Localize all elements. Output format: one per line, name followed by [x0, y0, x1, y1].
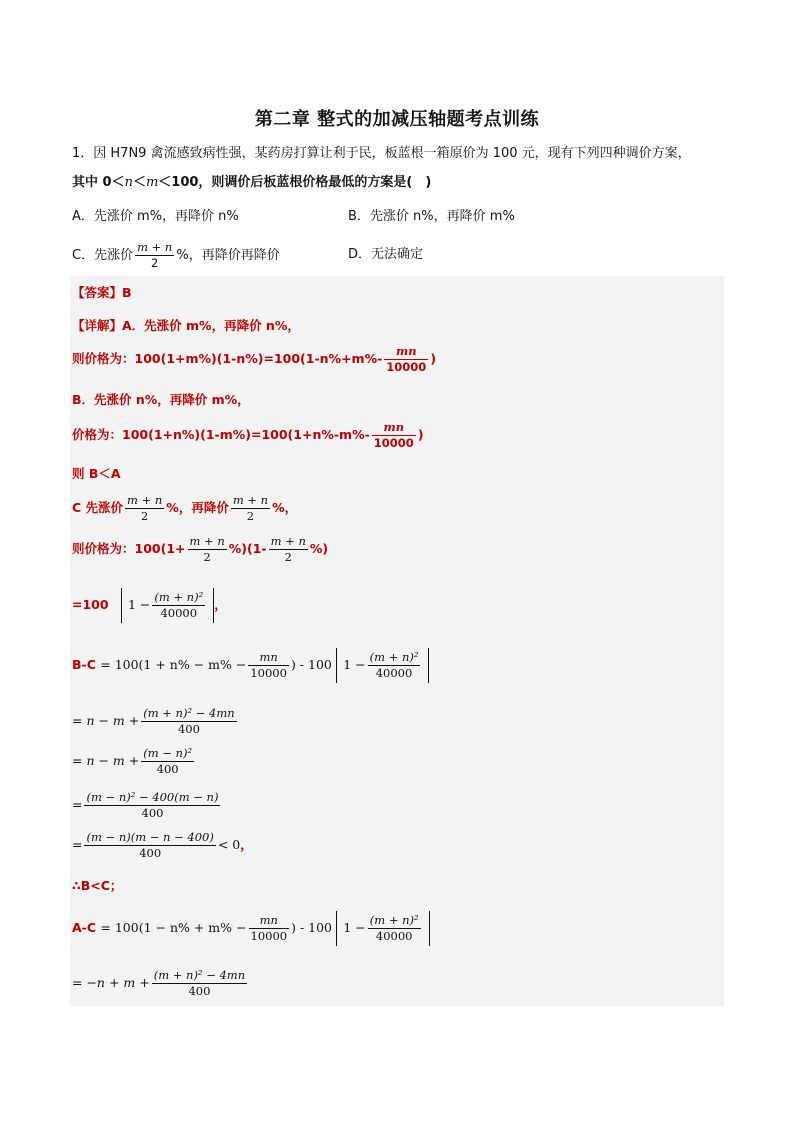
- question-line-1: [72, 144, 691, 164]
- var-m: m: [145, 175, 159, 190]
- fraction: $\frac{\text{(m + n)² − 4mn}}{400}$: [153, 968, 246, 998]
- fraction: $\frac{m + n}{2}$: [189, 534, 225, 564]
- bracket: 1 − $\frac{\text{(m + n)²}}{40000}$: [336, 911, 429, 946]
- bracket: 1 − $\frac{\text{(m + n)²}}{40000}$: [336, 648, 429, 683]
- question-text: ＜100，则调价后板蓝根价格最低的方案是( ): [158, 175, 432, 190]
- fraction: $\frac{mn}{10000}$: [373, 420, 414, 450]
- compare-ba: 则 B＜A: [72, 466, 121, 481]
- fraction: $\frac{\text{(m + n)²}}{40000}$: [369, 650, 419, 680]
- step-2: = n − m + $\frac{\text{(m − n)²}}{400}$: [72, 746, 193, 776]
- step-4: = $\frac{(m - n)(m - n - 400)}{400}$ < 0，: [72, 830, 253, 860]
- bracket: 1 − $\frac{\text{(m + n)²}}{40000}$: [121, 588, 214, 623]
- fraction: $\frac{mn}{10000}$: [250, 913, 288, 943]
- fraction: $\frac{mn}{10000}$: [250, 650, 287, 680]
- step-1: = n − m + $\frac{\text{(m + n)² − 4mn}}{400}$: [72, 706, 235, 736]
- eq-100: =100 1 − $\frac{\text{(m + n)²}}{40000}$ ，: [72, 588, 227, 623]
- fraction: $\frac{m + n}{2}$: [137, 240, 173, 270]
- fraction: $\frac{m + n}{2}$: [270, 534, 306, 564]
- question-text: 其中 0＜: [72, 175, 125, 190]
- answer: 【答案】B: [72, 285, 132, 300]
- price-a: 则价格为：100(1+m%)(1-n%)=100(1-n%+m%- $\frac{mn}{10000}$ ): [72, 344, 437, 374]
- option-c-text: %，再降价再降价: [176, 248, 280, 263]
- fraction: $\frac{\text{(m − n)²}}{400}$: [143, 746, 193, 776]
- question-line-2: [72, 173, 431, 193]
- question-text: ＜: [132, 175, 146, 190]
- fraction: $\frac{m + n}{2}$: [127, 493, 163, 523]
- fraction: $\frac{\text{(m − n)² − 400(m − n)}}{400}$: [86, 790, 219, 820]
- option-c: [72, 240, 280, 271]
- option-c-text: C．先涨价: [72, 248, 134, 263]
- page-title: 第二章 整式的加减压轴题考点训练: [254, 109, 540, 130]
- option-d: D．无法确定: [348, 247, 424, 262]
- detail-c: C 先涨价 $\frac{m + n}{2}$ %，再降价 $\frac{m + n}{2}$ %，: [72, 493, 298, 523]
- solution-panel: [70, 276, 724, 1006]
- step-3: = $\frac{\text{(m − n)² − 400(m − n)}}{400}$: [72, 790, 219, 820]
- b-less-c: ∴B<C；: [72, 878, 123, 893]
- detail-a: 【详解】A．先涨价 m%，再降价 n%，: [72, 318, 300, 333]
- fraction: $\frac{mn}{10000}$: [386, 344, 427, 374]
- b-minus-c: B-C = 100(1 + n% − m% − $\frac{mn}{10000}$ ) - 100 1 − $\frac{\text{(m + n)²}}{40000}$: [72, 648, 429, 683]
- option-b: B．先涨价 n%，再降价 m%: [348, 209, 515, 224]
- price-b: 价格为：100(1+n%)(1-m%)=100(1+n%-m%- $\frac{mn}{10000}$ ): [72, 420, 424, 450]
- var-n: n: [124, 175, 133, 190]
- fraction: $\frac{\text{(m + n)² − 4mn}}{400}$: [143, 706, 235, 736]
- fraction: $\frac{(m - n)(m - n - 400)}{400}$: [86, 830, 214, 860]
- question-text: 1．因 H7N9 禽流感致病性强，某药房打算让利于民，板蓝根一箱原价为 100 元，现有下列四种调价方案，: [72, 146, 691, 161]
- price-c: 则价格为：100(1+ $\frac{m + n}{2}$ %)(1- $\frac{m + n}{2}$ %): [72, 534, 329, 564]
- fraction: $\frac{m + n}{2}$: [232, 493, 269, 523]
- a-minus-c: A-C = 100(1 − n% + m% − $\frac{mn}{10000}$ ) - 100 1 − $\frac{\text{(m + n)²}}{40000}$: [72, 911, 430, 946]
- fraction: $\frac{\text{(m + n)²}}{40000}$: [369, 913, 419, 943]
- detail-b: B．先涨价 n%，再降价 m%，: [72, 392, 250, 407]
- step-5: = −n + m + $\frac{\text{(m + n)² − 4mn}}{400}$: [72, 968, 246, 998]
- fraction: $\frac{\text{(m + n)²}}{40000}$: [154, 590, 204, 620]
- option-a: A．先涨价 m%，再降价 n%: [72, 209, 239, 224]
